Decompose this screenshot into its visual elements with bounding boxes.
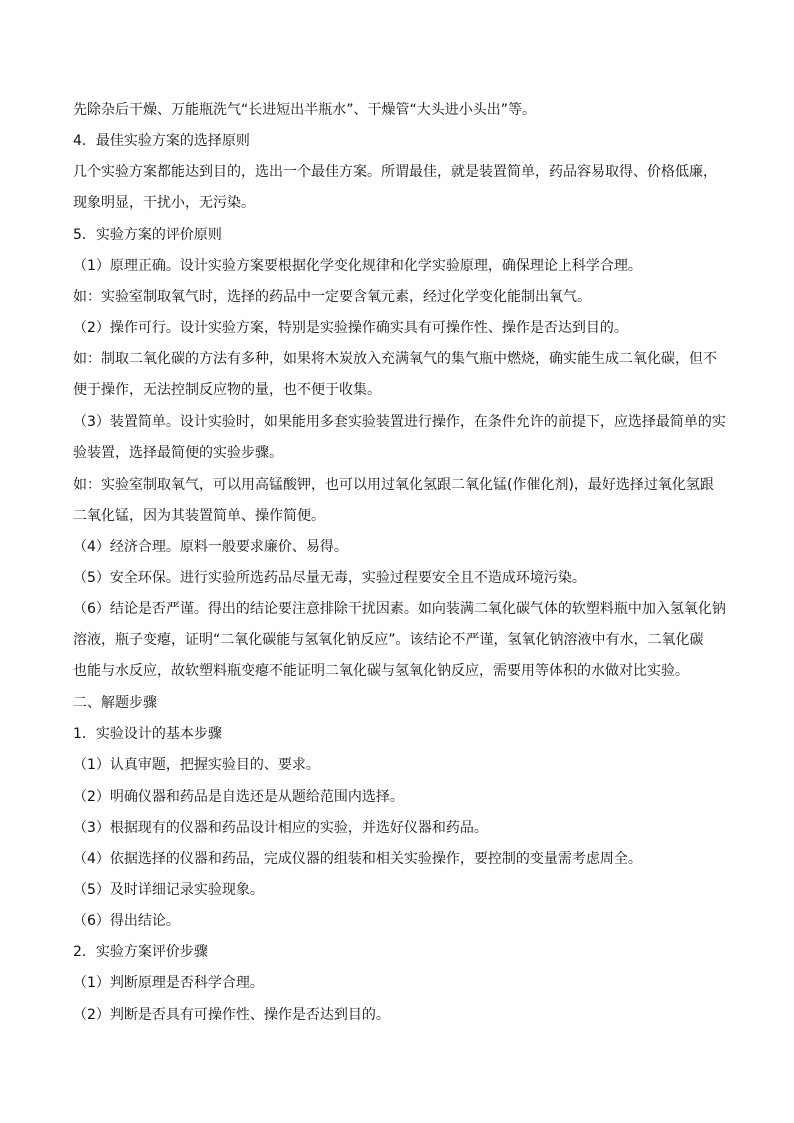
text-line: （3）装置简单。设计实验时，如果能用多套实验装置进行操作，在条件允许的前提下，应选择最简单的实 xyxy=(73,414,726,430)
section-heading: 二、解题步骤 xyxy=(73,695,157,711)
text-line: （2）判断是否具有可操作性、操作是否达到目的。 xyxy=(73,1007,390,1023)
section-heading: 1．实验设计的基本步骤 xyxy=(73,726,222,742)
text-line: （4）依据选择的仪器和药品，完成仪器的组装和相关实验操作，要控制的变量需考虑周全。 xyxy=(73,851,642,867)
text-line: 验装置，选择最简便的实验步骤。 xyxy=(73,445,283,461)
text-line: （1）判断原理是否科学合理。 xyxy=(73,975,264,991)
text-line: （5）及时详细记录实验现象。 xyxy=(73,882,264,898)
text-line: 现象明显，干扰小，无污染。 xyxy=(73,195,255,211)
text-line: 如：制取二氧化碳的方法有多种，如果将木炭放入充满氧气的集气瓶中燃烧，确实能生成二氧化碳，但不 xyxy=(73,351,717,367)
section-heading: 2．实验方案评价步骤 xyxy=(73,944,208,960)
text-line: 如：实验室制取氧气，可以用高锰酸钾，也可以用过氧化氢跟二氧化锰(作催化剂)，最好选择过氧化氢跟 xyxy=(73,477,714,493)
text-line: 溶液，瓶子变瘪，证明“二氧化碳能与氢氧化钠反应”。该结论不严谨，氢氧化钠溶液中有水，二氧化碳 xyxy=(73,632,704,648)
section-heading: 4．最佳实验方案的选择原则 xyxy=(73,133,250,149)
text-line: 先除杂后干燥、万能瓶洗气“长进短出半瓶水”、干燥管“大头进小头出”等。 xyxy=(73,102,537,118)
text-line: （3）根据现有的仪器和药品设计相应的实验，并选好仪器和药品。 xyxy=(73,820,488,836)
text-line: （6）得出结论。 xyxy=(73,913,180,929)
text-line: 如：实验室制取氧气时，选择的药品中一定要含氧元素，经过化学变化能制出氧气。 xyxy=(73,289,591,305)
text-line: （6）结论是否严谨。得出的结论要注意排除干扰因素。如向装满二氧化碳气体的软塑料瓶中加入氢氧化钠 xyxy=(73,601,726,617)
text-line: （2）明确仪器和药品是自选还是从题给范围内选择。 xyxy=(73,789,404,805)
text-line: （1）认真审题，把握实验目的、要求。 xyxy=(73,757,320,773)
text-line: 也能与水反应，故软塑料瓶变瘪不能证明二氧化碳与氢氧化钠反应，需要用等体积的水做对比实验。 xyxy=(73,663,689,679)
text-line: 便于操作，无法控制反应物的量，也不便于收集。 xyxy=(73,382,381,398)
text-line: （1）原理正确。设计实验方案要根据化学变化规律和化学实验原理，确保理论上科学合理。 xyxy=(73,258,642,274)
text-line: 几个实验方案都能达到目的，选出一个最佳方案。所谓最佳，就是装置简单，药品容易取得、价格低廉， xyxy=(73,164,717,180)
text-line: （4）经济合理。原料一般要求廉价、易得。 xyxy=(73,539,348,555)
section-heading: 5．实验方案的评价原则 xyxy=(73,227,222,243)
text-line: （2）操作可行。设计实验方案，特别是实验操作确实具有可操作性、操作是否达到目的。 xyxy=(73,320,628,336)
text-line: 二氧化锰，因为其装置简单、操作简便。 xyxy=(73,508,325,524)
text-line: （5）安全环保。进行实验所选药品尽量无毒，实验过程要安全且不造成环境污染。 xyxy=(73,570,586,586)
